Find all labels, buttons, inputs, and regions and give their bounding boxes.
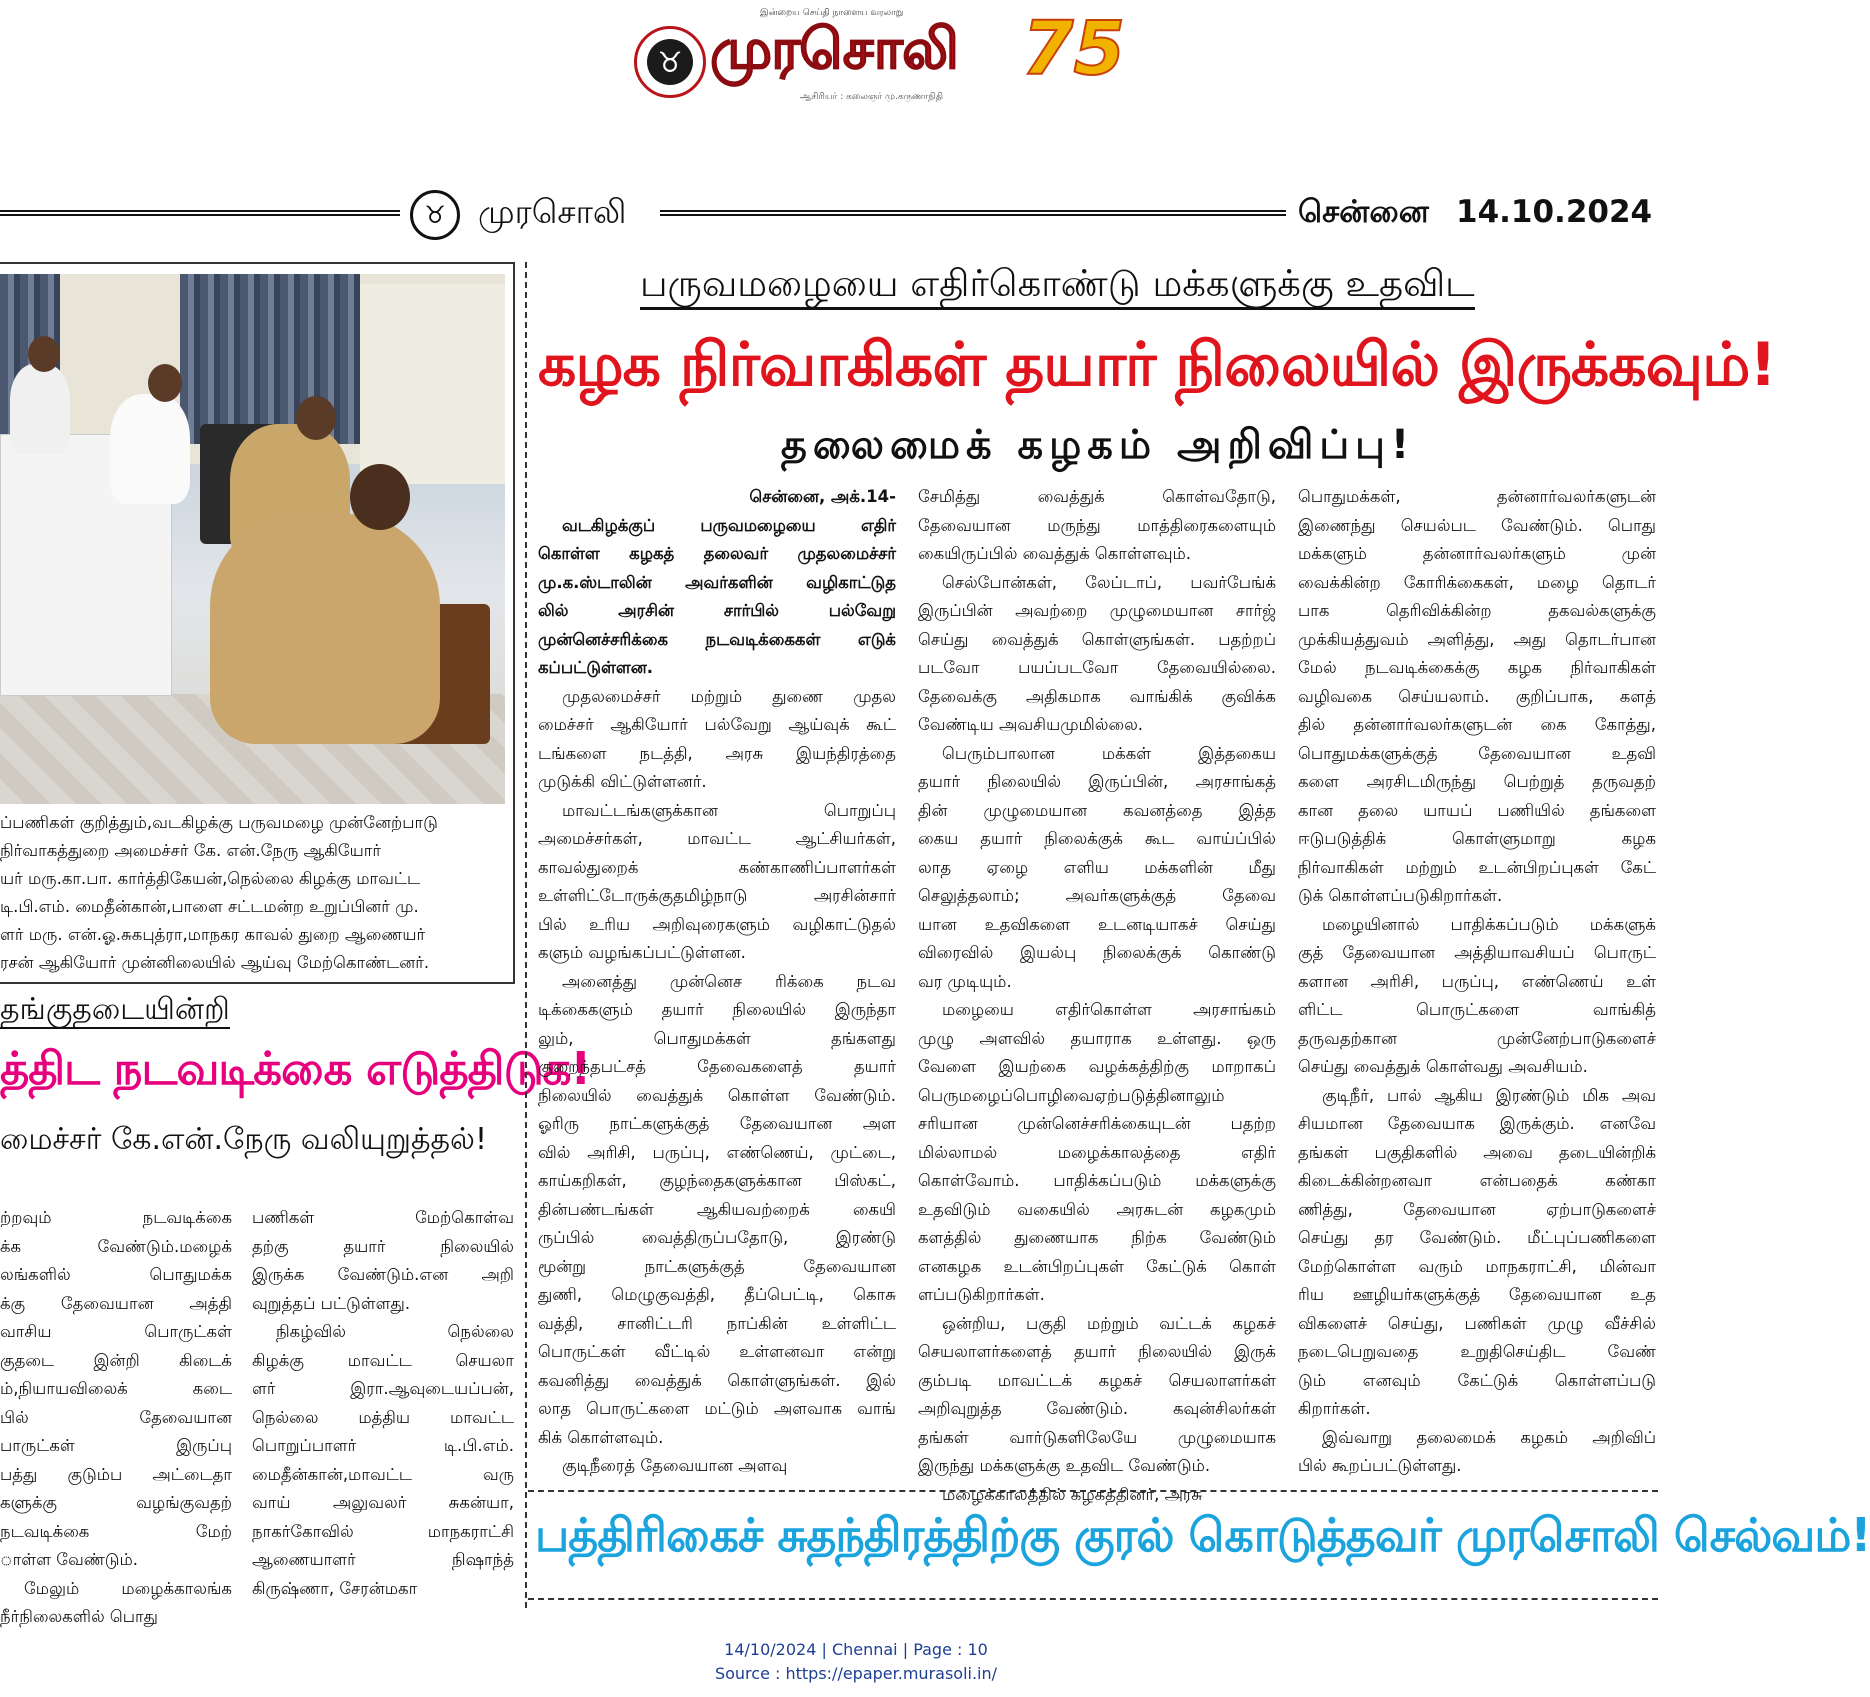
text-line: படவோ பயப்படவோ தேவையில்லை. — [918, 658, 1276, 677]
text-line: லில் அரசின் சார்பில் பல்வேறு — [538, 601, 896, 620]
text-line: செலுத்தலாம்; அவர்களுக்குத் தேவை — [918, 886, 1276, 905]
text-line: செய்து வைத்துக் கொள்ளுங்கள். பதற்றப் — [918, 629, 1276, 649]
text-line: பொதுமக்கள், தன்னார்வலர்களுடன் — [1298, 487, 1656, 506]
text-line: லாத பொருட்களை மட்டும் அளவாக வாங் — [538, 1399, 896, 1418]
section-city: சென்னை — [1298, 194, 1429, 230]
text-line: வேளை இயற்கை வழக்கத்திற்கு மாறாகப் — [918, 1057, 1276, 1076]
section-rule-left — [0, 210, 400, 216]
text-line: முன்னெச்சரிக்கை நடவடிக்கைகள் எடுக் — [538, 629, 896, 649]
banner-divider — [528, 1490, 1658, 1492]
text-line: தின் முழுமையான கவனத்தை இத்த — [918, 800, 1276, 820]
text-line: கிடைக்கின்றனவா என்பதைக் கண்கா — [1298, 1171, 1656, 1190]
text-line: தருவதற்கான முன்னேற்பாடுகளைச் — [1298, 1028, 1656, 1048]
text-line: இருக்க வேண்டும்.என அறி — [252, 1265, 514, 1284]
text-line: க்க வேண்டும்.மழைக் — [0, 1236, 232, 1256]
text-line: பில் கூறப்பட்டுள்ளது. — [1298, 1456, 1462, 1475]
text-line: களத்தில் துணையாக நிற்க வேண்டும் — [918, 1228, 1276, 1247]
text-line: ஈடுபடுத்திக் கொள்ளுமாறு கழக — [1298, 829, 1656, 848]
text-line: இருப்பின் அவற்றை முழுமையான சார்ஜ் — [918, 601, 1276, 620]
text-line: சென்னை, அக்.14- — [749, 487, 896, 506]
text-line: வழிவகை செய்யலாம். குறிப்பாக, களத் — [1298, 686, 1656, 706]
text-line: ாள்ள வேண்டும். — [0, 1550, 138, 1569]
text-line: டிக்கைகளும் தயார் நிலையில் இருந்தா — [538, 1000, 896, 1019]
text-line: மழைக்காலத்தில் கழகத்தினர், அரசு — [942, 1484, 1203, 1504]
text-line: வேண்டிய அவசியமுமில்லை. — [918, 715, 1144, 734]
text-line: வாசிய பொருட்கள் — [0, 1322, 232, 1341]
text-line: இவ்வாறு தலைமைக் கழகம் அறிவிப் — [1322, 1427, 1656, 1447]
main-story-kicker: பருவமழையை எதிர்கொண்டு மக்களுக்கு உதவிட — [640, 262, 1475, 310]
text-line: மக்களும் தன்னார்வலர்களும் முன் — [1298, 544, 1656, 563]
text-line: தின்பண்டங்கள் ஆகியவற்றைக் கையி — [538, 1199, 896, 1219]
bull-emblem-icon: ♉ — [634, 26, 706, 98]
text-line: முடுக்கி விட்டுள்ளனர். — [538, 772, 707, 791]
text-line: லாத ஏழை எளிய மக்களின் மீது — [918, 857, 1276, 877]
text-line: குத் தேவையான அத்தியாவசியப் பொருட் — [1298, 943, 1656, 962]
text-line: எனகழக உடன்பிறப்புகள் கேட்டுக் கொள் — [918, 1256, 1276, 1276]
anniversary-number: 75 — [1022, 6, 1125, 92]
text-line: கிருஷ்ணா, சேரன்மகா — [252, 1578, 418, 1598]
text-line: கான தலை யாயப் பணியில் தங்களை — [1298, 800, 1656, 820]
text-line: கொள்ள கழகத் தலைவர் முதலமைச்சர் — [538, 544, 896, 563]
text-line: சேமித்து வைத்துக் கொள்வதோடு, — [918, 487, 1276, 506]
text-line: நடைபெறுவதை உறுதிசெய்திட வேண் — [1298, 1342, 1656, 1361]
text-line: பாருட்கள் இருப்பு — [0, 1436, 232, 1455]
text-line: மைச்சர் ஆகியோர் பல்வேறு ஆய்வுக் கூட் — [538, 715, 896, 734]
text-line: மு.க.ஸ்டாலின் அவர்களின் வழிகாட்டுத — [538, 572, 896, 592]
text-line: ஓரிரு நாட்களுக்குத் தேவையான அள — [538, 1114, 896, 1133]
text-line: மேல் நடவடிக்கைக்கு கழக நிர்வாகிகள் — [1298, 658, 1656, 677]
text-line: கைய தயார் நிலைக்குக் கூட வாய்ப்பில் — [918, 829, 1276, 848]
text-line: தங்கள் வார்டுகளிலேயே முழுமையாக — [918, 1427, 1276, 1447]
column-divider — [525, 262, 527, 1608]
text-line: இருந்து மக்களுக்கு உதவிட வேண்டும். — [918, 1456, 1211, 1475]
bottom-divider — [528, 1598, 1658, 1600]
text-line: தேவையான மருந்து மாத்திரைகளையும் — [918, 515, 1276, 535]
text-line: காய்கறிகள், குழந்தைகளுக்கான பிஸ்கட், — [538, 1171, 896, 1190]
masthead-brand-sub: ஆசிரியர் : கலைஞர் மு.கருணாநிதி — [800, 92, 943, 102]
text-line: முழு அளவில் தயாராக உள்ளது. ஒரு — [918, 1028, 1276, 1048]
left-story-subhead: மைச்சர் கே.என்.நேரு வலியுறுத்தல்! — [0, 1122, 487, 1157]
text-line: தயார் நிலையில் இருப்பின், அரசாங்கத் — [918, 772, 1276, 791]
photo-caption — [0, 809, 505, 977]
text-line: பில் உரிய அறிவுரைகளும் வழிகாட்டுதல் — [538, 914, 896, 934]
text-line: ளப்படுகிறார்கள். — [918, 1285, 1045, 1304]
text-line: வாய் அலுவலர் சுகன்யா, — [252, 1493, 514, 1512]
text-line: இணைந்து செயல்பட வேண்டும். பொது — [1298, 515, 1656, 535]
text-line: சரியான முன்னெச்சரிக்கையுடன் பதற்ற — [918, 1114, 1276, 1133]
text-line: கிழக்கு மாவட்ட செயலா — [252, 1350, 514, 1370]
text-line: தற்கு தயார் நிலையில் — [252, 1236, 514, 1256]
text-line: தங்கள் பகுதிகளில் அவை தடையின்றிக் — [1298, 1142, 1656, 1162]
text-line: மழையை எதிர்கொள்ள அரசாங்கம் — [942, 1000, 1276, 1019]
text-line: செய்து வைத்துக் கொள்வது அவசியம். — [1298, 1057, 1588, 1076]
text-line: கையிருப்பில் வைத்துக் கொள்ளவும். — [918, 544, 1192, 563]
text-line: டங்களை நடத்தி, அரசு இயந்திரத்தை — [538, 743, 896, 763]
main-story-column-b — [918, 483, 1276, 1509]
text-line: நிர்வாகிகள் மற்றும் உடன்பிறப்புகள் கேட் — [1298, 857, 1656, 877]
text-line: கவனித்து வைத்துக் கொள்ளுங்கள். இல் — [538, 1370, 896, 1390]
masthead — [630, 6, 1125, 108]
text-line: மழையினால் பாதிக்கப்படும் மக்களுக் — [1322, 914, 1656, 934]
text-line: முக்கியத்துவம் அளித்து, அது தொடர்பான — [1298, 629, 1656, 649]
text-line: நாகர்கோவில் மாநகராட்சி — [252, 1521, 514, 1541]
text-line: பாக தெரிவிக்கின்ற தகவல்களுக்கு — [1298, 601, 1656, 620]
text-line: கப்பட்டுள்ளன. — [538, 658, 654, 677]
left-story-column-2 — [252, 1204, 514, 1603]
text-line: பொதுமக்களுக்குத் தேவையான உதவி — [1298, 743, 1656, 763]
text-line: ருப்பில் வைத்திருப்பதோடு, இரண்டு — [538, 1228, 896, 1247]
text-line: பொருட்கள் வீட்டில் உள்ளனவா என்று — [538, 1342, 896, 1361]
main-story-subhead: தலைமைக் கழகம் அறிவிப்பு! — [780, 422, 1416, 468]
text-line: செல்போன்கள், லேப்டாப், பவர்பேங்க் — [942, 572, 1276, 592]
text-line: அமைச்சர்கள், மாவட்ட ஆட்சியர்கள், — [538, 829, 896, 848]
section-paper-name: முரசொலி — [478, 192, 627, 231]
text-line: உள்ளிட்டோருக்குதமிழ்நாடு அரசின்சார் — [538, 886, 896, 905]
caption-line: நிர்வாகத்துறை அமைச்சர் கே. என்.நேரு ஆகியோர் — [0, 841, 381, 860]
text-line: டுக் கொள்ளப்படுகிறார்கள். — [1298, 886, 1503, 905]
left-story-column-1 — [0, 1204, 232, 1632]
text-line: வுறுத்தப் பட்டுள்ளது. — [252, 1293, 411, 1313]
text-line: லங்களில் பொதுமக்க — [0, 1265, 232, 1284]
section-date: 14.10.2024 — [1456, 194, 1653, 230]
text-line: குதடை இன்றி கிடைக் — [0, 1350, 232, 1370]
text-line: ம்,நியாயவிலைக் கடை — [0, 1379, 232, 1398]
text-line: ற்றவும் நடவடிக்கை — [0, 1208, 232, 1227]
main-story-column-c — [1298, 483, 1656, 1481]
text-line: டும் எனவும் கேட்டுக் கொள்ளப்படு — [1298, 1370, 1656, 1390]
text-line: மாவட்டங்களுக்கான பொறுப்பு — [562, 800, 896, 820]
text-line: முதலமைச்சர் மற்றும் துணை முதல — [562, 686, 896, 706]
text-line: ஒன்றிய, பகுதி மற்றும் வட்டக் கழகச் — [942, 1313, 1276, 1333]
text-line: சியமான தேவையாக இருக்கும். எனவே — [1298, 1114, 1656, 1133]
text-line: மைதீன்கான்,மாவட்ட வரு — [252, 1464, 514, 1484]
text-line: கிக் கொள்ளவும். — [538, 1427, 664, 1447]
text-line: விகளைச் செய்து, பணிகள் முழு வீச்சில் — [1298, 1313, 1656, 1333]
text-line: குடிநீர், பால் ஆகிய இரண்டும் மிக அவ — [1322, 1085, 1656, 1105]
text-line: வைக்கின்ற கோரிக்கைகள், மழை தொடர் — [1298, 572, 1656, 592]
text-line: நெல்லை மத்திய மாவட்ட — [252, 1407, 514, 1427]
text-line: பெரும்பாலான மக்கள் இத்தகைய — [942, 743, 1276, 763]
text-line: க்கு தேவையான அத்தி — [0, 1293, 232, 1313]
footer-page-info: 14/10/2024 | Chennai | Page : 10 — [724, 1640, 988, 1659]
caption-line: ப்பணிகள் குறித்தும்,வடகிழக்கு பருவமழை முன்னேற்பாடு — [0, 813, 438, 832]
section-rule-middle — [660, 210, 1286, 216]
text-line: பெருமழைப்பொழிவைஏற்படுத்தினாலும் — [918, 1085, 1225, 1105]
text-line: நிகழ்வில் நெல்லை — [276, 1322, 514, 1341]
text-line: பொறுப்பாளர் டி.பி.எம். — [252, 1436, 514, 1455]
text-line: கொள்வோம். பாதிக்கப்படும் மக்களுக்கு — [918, 1171, 1276, 1190]
text-line: ளிட்ட பொருட்களை வாங்கித் — [1298, 1000, 1656, 1019]
text-line: வத்தி, சானிட்டரி நாப்கின் உள்ளிட்ட — [538, 1313, 896, 1333]
text-line: மில்லாமல் மழைக்காலத்தை எதிர் — [918, 1142, 1276, 1162]
text-line: தில் தன்னார்வலர்களுடன் கை கோத்து, — [1298, 715, 1656, 734]
text-line: களை அரசிடமிருந்து பெற்றுத் தருவதற் — [1298, 772, 1656, 791]
text-line: ஆணையாளர் நிஷாந்த் — [252, 1550, 514, 1569]
text-line: மூன்று நாட்களுக்குத் தேவையான — [538, 1256, 896, 1276]
text-line: ணித்து, தேவையான ஏற்பாடுகளைச் — [1298, 1199, 1656, 1219]
text-line: வர முடியும். — [918, 971, 1012, 991]
text-line: களும் வழங்கப்பட்டுள்ளன. — [538, 943, 746, 962]
text-line: அறிவுறுத்த வேண்டும். கவுன்சிலர்கள் — [918, 1399, 1276, 1418]
masthead-tagline: இன்றைய செய்தி நாளைய வரலாறு — [760, 8, 904, 18]
text-line: விரைவில் இயல்பு நிலைக்குக் கொண்டு — [918, 943, 1276, 962]
main-story-headline: கழக நிர்வாகிகள் தயார் நிலையில் இருக்கவும்! — [538, 330, 1776, 400]
meeting-photo — [0, 274, 505, 804]
caption-line: யர் மரு.கா.பா. கார்த்திகேயன்,நெல்லை கிழக்கு மாவட்ட — [0, 869, 421, 888]
caption-line: டி.பி.எம். மைதீன்கான்,பாளை சட்டமன்ற உறுப்பினர் மு. — [0, 897, 419, 916]
masthead-brand: முரசொலி — [710, 17, 958, 82]
text-line: களுக்கு வழங்குவதற் — [0, 1493, 232, 1512]
text-line: பணிகள் மேற்கொள்வ — [252, 1208, 514, 1227]
text-line: துணி, மெழுகுவத்தி, தீப்பெட்டி, கொசு — [538, 1285, 896, 1304]
caption-line: ரசன் ஆகியோர் முன்னிலையில் ஆய்வு மேற்கொண்டனர். — [0, 953, 430, 972]
text-line: வில் அரிசி, பருப்பு, எண்ணெய், முட்டை, — [538, 1142, 896, 1162]
text-line: கிறார்கள். — [1298, 1399, 1371, 1418]
banner-headline: பத்திரிகைச் சுதந்திரத்திற்கு குரல் கொடுத்தவர் முரசொலி செல்வம்! — [535, 1508, 1870, 1562]
text-line: லும், பொதுமக்கள் தங்களது — [538, 1028, 896, 1048]
text-line: நடவடிக்கை மேற் — [0, 1521, 232, 1541]
text-line: ரிய ஊழியர்களுக்குத் தேவையான உத — [1298, 1285, 1656, 1304]
caption-line: ளர் மரு. என்.ஓ.சுகபுத்ரா,மாநகர காவல் துறை ஆணையர் — [0, 925, 426, 944]
left-story-kicker: தங்குதடையின்றி — [0, 992, 230, 1027]
bull-icon: ♉ — [410, 190, 460, 240]
text-line: களான அரிசி, பருப்பு, எண்ணெய் உள் — [1298, 971, 1656, 991]
footer-source: Source : https://epaper.murasoli.in/ — [714, 1664, 998, 1683]
left-story-headline: த்திட நடவடிக்கை எடுத்திடுக! — [0, 1042, 590, 1095]
text-line: ளர் இரா.ஆவுடையப்பன், — [252, 1379, 514, 1398]
main-story-column-a — [538, 483, 896, 1481]
section-bar — [0, 188, 1660, 238]
text-line: கும்படி மாவட்டக் கழகச் செயலாளர்கள் — [918, 1370, 1276, 1390]
text-line: பில் தேவையான — [0, 1407, 232, 1427]
text-line: நிலையில் வைத்துக் கொள்ள வேண்டும். — [538, 1085, 896, 1105]
text-line: தேவைக்கு அதிகமாக வாங்கிக் குவிக்க — [918, 686, 1276, 706]
text-line: அனைத்து முன்னெச ரிக்கை நடவ — [562, 971, 896, 991]
text-line: செய்து தர வேண்டும். மீட்புப்பணிகளை — [1298, 1228, 1656, 1247]
text-line: செயலாளர்களைத் தயார் நிலையில் இருக் — [918, 1342, 1276, 1361]
text-line: நீர்நிலைகளில் பொது — [0, 1607, 158, 1626]
text-line: உதவிடும் வகையில் அரசுடன் கழகமும் — [918, 1199, 1276, 1219]
text-line: காவல்துறைக் கண்காணிப்பாளர்கள் — [538, 857, 896, 877]
anniversary-logo — [1008, 6, 1125, 104]
text-line: பத்து குடும்ப அட்டைதா — [0, 1464, 232, 1484]
text-line: குடிநீரைத் தேவையான அளவு — [562, 1456, 788, 1475]
photo-box — [0, 262, 515, 984]
text-line: யான உதவிகளை உடனடியாகச் செய்து — [918, 914, 1276, 934]
text-line: மேற்கொள்ள வரும் மாநகராட்சி, மின்வா — [1298, 1256, 1656, 1276]
text-line: குறைந்தபட்சத் தேவைகளைத் தயார் — [538, 1057, 896, 1076]
text-line: வடகிழக்குப் பருவமழையை எதிர் — [562, 515, 896, 535]
text-line: மேலும் மழைக்காலங்க — [24, 1578, 232, 1598]
